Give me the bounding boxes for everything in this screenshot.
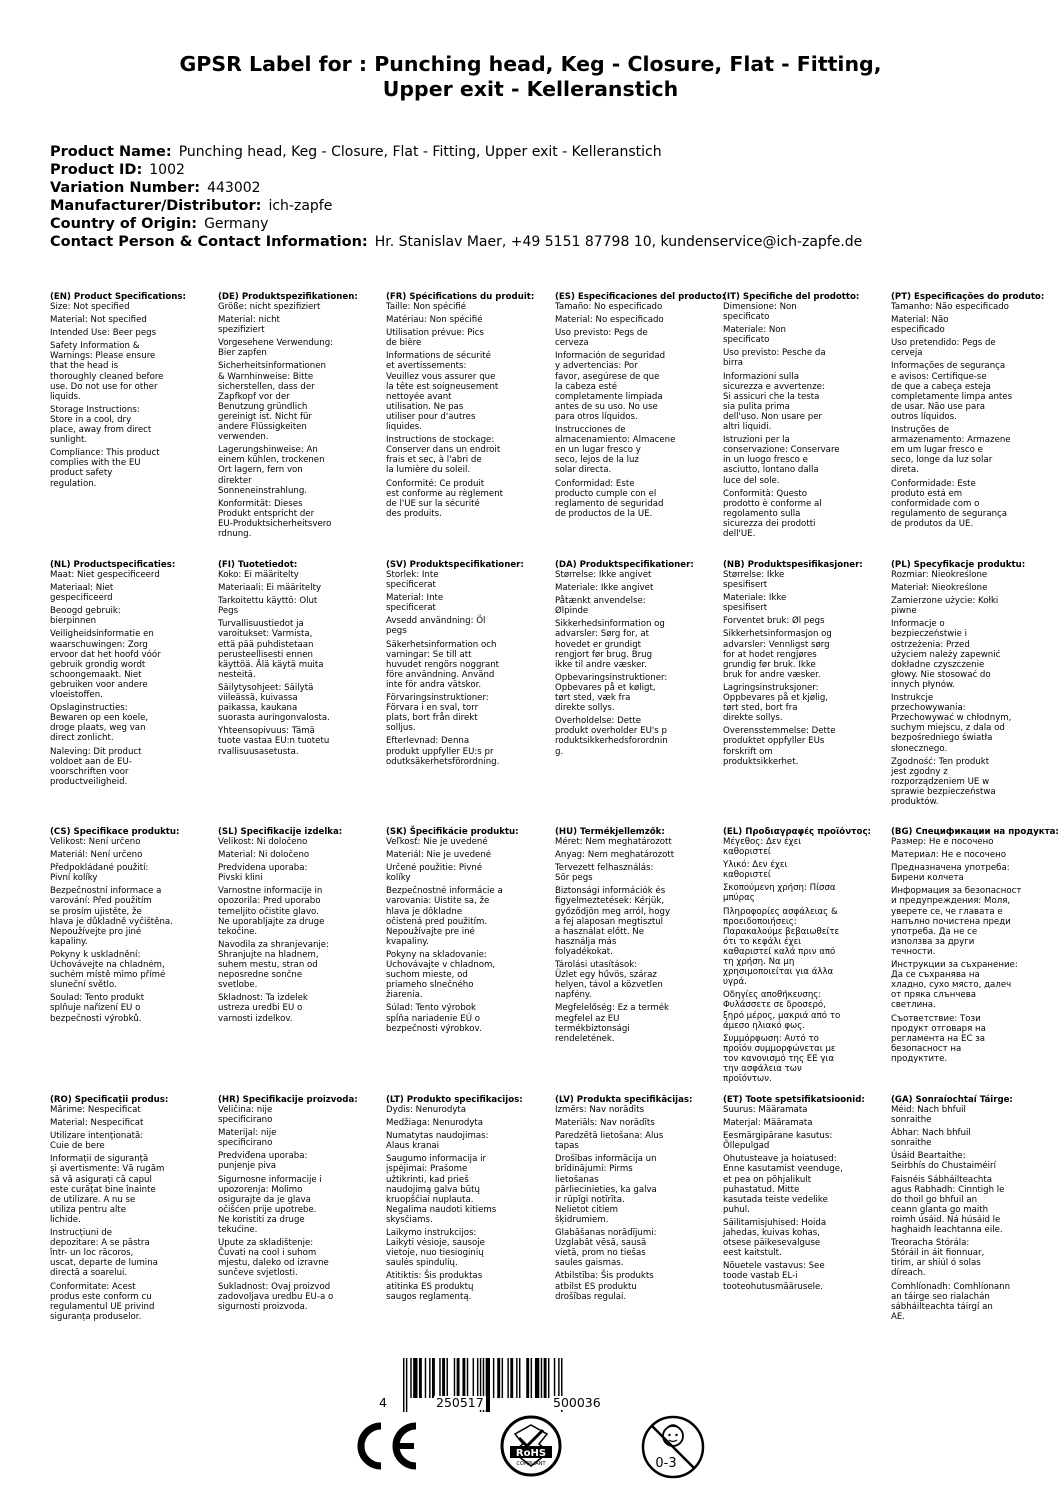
product-name-row <box>50 143 1010 161</box>
spec-section <box>555 292 726 522</box>
spec-line: Material: Ni določeno <box>218 850 310 861</box>
barcode-bar <box>406 1358 407 1412</box>
title-line-1: GPSR Label for : Punching head, Keg - Closure, Flat - Fitting, <box>179 52 882 76</box>
spec-section-title: (PL) Specyfikacje produktu: <box>891 560 1026 570</box>
title-line-2: Upper exit - Kelleranstich <box>382 77 679 101</box>
spec-line: Overholdelse: Dette produkt overholder EU's p roduktsikkerhedsforordnin g. <box>555 716 668 757</box>
contact-row <box>50 233 1010 251</box>
spec-line: Informații de siguranță și avertismente: Vă rugăm să vă asigurați că capul este curățat bine înainte de utilizare. A nu se utiliza pentru alte lichide. <box>50 1154 165 1225</box>
barcode-digit-first: 4 <box>379 1395 387 1410</box>
spec-line: Pokyny k uskladnění: Uchovávejte na chladném, suchém místě mimo přímé sluneční světlo. <box>50 949 166 991</box>
spec-section-title: (DE) Produktspezifikationen: <box>218 292 358 302</box>
spec-line: Informacje o bezpieczeństwie i ostrzeżenia: Przed użyciem należy zapewnić dokładne czyszczenie głowy. Nie stosować do innych płynów. <box>891 619 1001 690</box>
spec-line: Tervezett felhasználás: Sör pegs <box>555 863 654 884</box>
spec-section <box>891 827 1059 1067</box>
spec-line: Materiāls: Nav norādīts <box>555 1118 655 1129</box>
spec-line: Avsedd användning: Öl pegs <box>386 616 486 637</box>
spec-line: Materijal: nije specificirano <box>218 1128 277 1149</box>
spec-line: Yhteensopivuus: Tämä tuote vastaa EU:n tuotetu rvallisuusasetusta. <box>218 726 330 757</box>
spec-line: Saugumo informacija ir įspėjimai: Prašome užtikrinti, kad prieš naudojimą galva būtų kruopščiai nuplauta. Negalima naudoti kitiems skysčiams. <box>386 1154 497 1225</box>
spec-line: Instrucțiuni de depozitare: A se păstra într- un loc răcoros, uscat, departe de lumina directă a soarelui. <box>50 1228 158 1279</box>
spec-section <box>386 292 546 522</box>
barcode-bar <box>507 1358 508 1398</box>
spec-section-title: (SL) Specifikacije izdelka: <box>218 827 343 837</box>
spec-line: Größe: nicht spezifiziert <box>218 302 321 312</box>
spec-section-title: (RO) Specificații produs: <box>50 1095 169 1105</box>
spec-line: Materjal: Määramata <box>723 1118 813 1129</box>
barcode-bar <box>403 1358 404 1412</box>
barcode-bar <box>558 1358 559 1398</box>
spec-section-title: (GA) Sonraíochtaí Táirge: <box>891 1095 1013 1105</box>
spec-line: Beoogd gebruik: bierpinnen <box>50 606 121 627</box>
spec-line: Velikost: Není určeno <box>50 837 141 847</box>
barcode-bar <box>486 1358 490 1412</box>
spec-section-title: (ES) Especificaciones del producto: <box>555 292 726 302</box>
spec-line: Treoracha Stórála: Stóráil in áit fionnuar, tirim, ar shiúl ó solas díreach. <box>891 1238 985 1279</box>
spec-section-title: (EN) Product Specifications: <box>50 292 186 302</box>
spec-line: Υλικό: Δεν έχει καθοριστεί <box>723 860 788 881</box>
barcode-bar <box>442 1358 445 1398</box>
spec-line: Overensstemmelse: Dette produktet oppfyller EUs forskrift om produktsikkerhet. <box>723 726 836 767</box>
spec-line: Opslaginstructies: Bewaren op een koele, droge plaats, weg van direct zonlicht. <box>50 703 149 744</box>
spec-line: Skladnost: Ta izdelek ustreza uredbi EU o varnosti izdelkov. <box>218 993 308 1024</box>
spec-line: Størrelse: Ikke spesifisert <box>723 570 785 591</box>
spec-line: Matériau: Non spécifié <box>386 315 483 326</box>
spec-line: Veiligheidsinformatie en waarschuwingen: Zorg ervoor dat het hoofd vóór gebruik grondig wordt schoongemaakt. Niet gebruiken voor andere vloeistoffen. <box>50 629 161 701</box>
spec-line: Vorgesehene Verwendung: Bier zapfen <box>218 338 334 359</box>
spec-line: Medžiaga: Nenurodyta <box>386 1118 484 1129</box>
spec-line: Tamaño: No especificado <box>555 302 663 312</box>
spec-section-title: (NL) Productspecificaties: <box>50 560 176 570</box>
barcode-bar <box>493 1358 494 1398</box>
spec-line: Mărime: Nespecificat <box>50 1105 141 1115</box>
spec-section-title: (SK) Špecifikácie produktu: <box>386 827 519 837</box>
spec-section <box>555 1095 715 1305</box>
spec-line: Veličina: nije specificirano <box>218 1105 273 1126</box>
spec-line: Conformité: Ce produit est conforme au règlement de l'UE sur la sécurité des produits. <box>386 478 504 519</box>
spec-line: Dimensione: Non specificato <box>723 302 797 323</box>
spec-line: Conformidade: Este produto está em conformidade com o regulamento de segurança de produtos da UE. <box>891 478 1008 529</box>
spec-line: Sigurnosne informacije i upozorenja: Molimo osigurajte da je glava očišćen prije upotrebe. Ne koristiti za druge tekućine. <box>218 1174 322 1236</box>
barcode-bar <box>462 1358 465 1398</box>
spec-line: Material: Not specified <box>50 315 147 326</box>
barcode-bar <box>467 1358 468 1398</box>
spec-line: Laikymo instrukcijos: Laikyti vėsioje, sausoje vietoje, nuo tiesioginių saulės spindulių. <box>386 1228 485 1269</box>
age-warning-label: 0-3 <box>655 1456 677 1471</box>
spec-section <box>50 560 210 790</box>
spec-line: Материал: Не е посочено <box>891 850 1007 861</box>
spec-line: Størrelse: Ikke angivet <box>555 570 652 580</box>
spec-line: Intended Use: Beer pegs <box>50 328 157 339</box>
barcode-bar <box>519 1358 520 1398</box>
spec-line: Съответствие: Този продукт отговаря на регламента на ЕС за безопасност на продуктите. <box>891 1013 986 1064</box>
spec-line: Rozmiar: Nieokreślone <box>891 570 988 580</box>
spec-line: Sikkerhetsinformasjon og advarsler: Vennligst sørg for at hodet rengjøres grundig før bruk. Ikke bruk for andre væsker. <box>723 629 832 680</box>
spec-line: Tárolási utasítások: Üzlet egy hűvös, száraz helyen, távol a közvetlen napfény. <box>555 960 663 1001</box>
spec-line: Efterlevnad: Denna produkt uppfyller EU:s pr odutksäkerhetsförordning. <box>386 736 500 767</box>
spec-line: Πληροφορίες ασφάλειας & προειδοποιήσεις: Παρακαλούμε βεβαιωθείτε ότι το κεφάλι έχει καθαριστεί καλά πριν από τη χρήση. Να μη χρησιμοποιείται για άλλα υγρά. <box>723 906 840 988</box>
info-label: Country of Origin: <box>50 216 198 232</box>
spec-section <box>555 560 715 760</box>
spec-line: Materiale: Non specificato <box>723 325 786 346</box>
spec-line: Anyag: Nem meghatározott <box>555 850 675 861</box>
barcode-bar <box>554 1358 555 1398</box>
spec-line: Οδηγίες αποθήκευσης: Φυλάσσετε σε δροσερό, ξηρό μέρος, μακριά από το άμεσο ηλιακό φως. <box>723 990 841 1031</box>
barcode-bar <box>502 1358 503 1398</box>
spec-line: Nõuetele vastavus: See toode vastab EL-i tooteohutusmäärusele. <box>723 1261 825 1292</box>
spec-line: Инструкции за съхранение: Да се съхранява на хладно, сухо място, далеч от пряка слънчева светлина. <box>891 960 1018 1011</box>
spec-section <box>50 1095 210 1325</box>
spec-section-title: (BG) Спецификации на продукта: <box>891 827 1059 837</box>
info-label: Manufacturer/Distributor: <box>50 198 262 214</box>
barcode-bar <box>439 1358 440 1398</box>
spec-line: Sukladnost: Ovaj proizvod zadovoljava uredbu EU-a o sigurnosti proizvoda. <box>218 1281 334 1312</box>
spec-line: Materiale: Ikke spesifisert <box>723 593 787 614</box>
spec-line: Σκοπούμενη χρήση: Πίσσα μπύρας <box>723 883 836 904</box>
spec-line: Size: Not specified <box>50 302 130 312</box>
spec-line: Material: Não especificado <box>891 315 949 336</box>
barcode-bar <box>516 1358 517 1398</box>
spec-line: Ohutusteave ja hoiatused: Enne kasutamist veenduge, et pea on põhjalikult puhastatud. Mitte kasutada teiste vedelike puhul. <box>723 1154 843 1215</box>
spec-section-title: (LV) Produkta specifikācijas: <box>555 1095 693 1105</box>
spec-line: Sicherheitsinformationen & Warnhinweise: Bitte sicherstellen, dass der Zapfkopf vor der Benutzung gründlich gereinigt ist. Nicht für andere Flüssigkeiten verwenden. <box>218 361 326 443</box>
spec-section <box>50 292 210 492</box>
spec-line: Súlad: Tento výrobok spĺňa nariadenie EÚ o bezpečnosti výrobkov. <box>386 1003 482 1034</box>
ce-mark-text: CE <box>350 1418 352 1419</box>
spec-line: Předpokládané použití: Pivní kolíky <box>50 863 149 884</box>
spec-section <box>386 560 546 770</box>
spec-line: Taille: Non spécifié <box>386 302 467 312</box>
spec-line: Materiał: Nieokreślone <box>891 583 988 594</box>
spec-line: Méid: Nach bhfuil sonraithe <box>891 1105 966 1126</box>
spec-section <box>891 1095 1051 1325</box>
barcode-bar <box>473 1358 474 1398</box>
spec-section <box>891 560 1051 810</box>
spec-line: Bezpečnostní informace a varování: Před použitím se prosím ujistěte, že hlava je důkladně vyčištěna. Nepoužívejte pro jiné kapaliny. <box>50 886 173 947</box>
spec-line: Zamierzone użycie: Kołki piwne <box>891 596 999 617</box>
spec-line: Eesmärgipärane kasutus: Õllepulgad <box>723 1131 833 1152</box>
spec-line: Compliance: This product complies with the EU product safety regulation. <box>50 448 160 489</box>
spec-line: Utilizare intenționată: Cuie de bere <box>50 1131 144 1152</box>
spec-line: Sikkerhedsinformation og advarsler: Sørg for, at hovedet er grundigt rengjort før brug. Brug ikke til andre væsker. <box>555 619 665 670</box>
spec-section-title: (FR) Spécifications du produit: <box>386 292 535 302</box>
spec-line: Storage Instructions: Store in a cool, dry place, away from direct sunlight. <box>50 404 152 446</box>
spec-line: Material: Inte specificerat <box>386 593 444 614</box>
spec-line: Turvallisuustiedot ja varoitukset: Varmista, että pää puhdistetaan perusteellisesti ennen käyttöä. Älä käytä muita nesteitä. <box>218 619 324 680</box>
spec-section <box>218 827 378 1027</box>
spec-section-title: (NB) Produktspesifikasjoner: <box>723 560 863 570</box>
spec-line: Material: Nespecificat <box>50 1118 144 1129</box>
barcode-bar <box>447 1358 448 1398</box>
manufacturer-row <box>50 197 1010 215</box>
spec-line: Megfelelőség: Ez a termék megfelel az EU termékbiztonsági rendeletének. <box>555 1003 669 1044</box>
spec-line: Faisnéis Sábháilteachta agus Rabhadh: Cinntigh le do thoil go bhfuil an ceann glanta go maith roimh úsáid. Ná húsáid le haghaidh leachtanna eile. <box>891 1174 1005 1236</box>
barcode-bar <box>425 1358 426 1398</box>
spec-line: Säilitamisjuhised: Hoida jahedas, kuivas kohas, otsese päikesevalguse eest kaitstult. <box>723 1217 827 1259</box>
spec-line: Material: nicht spezifiziert <box>218 315 280 336</box>
spec-section <box>723 827 883 1087</box>
barcode-bar <box>548 1358 549 1398</box>
spec-line: Uso pretendido: Pegs de cerveja <box>891 338 996 359</box>
spec-line: Utilisation prévue: Pics de bière <box>386 328 484 349</box>
spec-line: Velikost: Ni določeno <box>218 837 308 847</box>
spec-section <box>218 292 378 542</box>
info-label: Product Name: <box>50 144 172 160</box>
spec-line: Συμμόρφωση: Αυτό το προϊόν συμμορφώνεται με τον κανονισμό της ΕΕ για την ασφάλεια των προϊόντων. <box>723 1033 836 1085</box>
spec-line: Påtænkt anvendelse: Ølpinde <box>555 596 646 617</box>
spec-section <box>891 292 1051 532</box>
rohs-label: RoHS <box>515 1448 547 1459</box>
spec-line: Numatytas naudojimas: Alaus kranai <box>386 1131 489 1152</box>
spec-line: Material: No especificado <box>555 315 664 326</box>
barcode-digits-right: 500036 <box>553 1395 601 1410</box>
spec-line: Instrukcje przechowywania: Przechowywać w chłodnym, suchym miejscu, z dala od bezpośredniego światła słonecznego. <box>891 693 1012 754</box>
info-value: Germany <box>204 216 269 232</box>
spec-line: Μέγεθος: Δεν έχει καθοριστεί <box>723 837 802 858</box>
barcode-bar <box>497 1358 500 1398</box>
spec-line: Opbevaringsinstruktioner: Opbevares på et køligt, tørt sted, væk fra direkte sollys. <box>555 672 668 714</box>
spec-line: Glabāšanas norādījumi: Uzglabāt vēsā, sausā vietā, prom no tiešas saules gaismas. <box>555 1228 657 1269</box>
document-title <box>60 52 1001 102</box>
spec-line: Bezpečnostné informácie a varovania: Uistite sa, že hlava je dôkladne očistená pred použitím. Nepoužívajte pre iné kvapaliny. <box>386 886 503 947</box>
spec-line: Soulad: Tento produkt splňuje nařízení EU o bezpečnosti výrobků. <box>50 993 145 1024</box>
spec-section <box>723 1095 883 1295</box>
spec-line: Veľkosť: Nie je uvedené <box>386 837 488 847</box>
barcode-bar <box>432 1358 435 1398</box>
spec-line: Zgodność: Ten produkt jest zgodny z rozporządzeniem UE w sprawie bezpieczeństwa produktów. <box>891 756 996 807</box>
spec-line: Určené použitie: Pivné kolíky <box>386 863 483 884</box>
barcode-digits-left: 250517 <box>436 1395 484 1410</box>
spec-section <box>50 827 210 1027</box>
spec-line: Lagerungshinweise: An einem kühlen, trockenen Ort lagern, fern von direkter Sonneneinstrahlung. <box>218 445 325 496</box>
spec-line: Размер: Не е посочено <box>891 837 994 847</box>
age-warning-icon <box>640 1414 706 1480</box>
info-value: Hr. Stanislav Maer, +49 5151 87798 10, kundenservice@ich-zapfe.de <box>374 234 863 250</box>
info-label: Product ID: <box>50 162 143 178</box>
spec-line: Suurus: Määramata <box>723 1105 808 1115</box>
spec-section <box>218 560 378 760</box>
barcode-bar <box>457 1358 460 1398</box>
spec-line: Maat: Niet gespecificeerd <box>50 570 160 580</box>
spec-line: Navodila za shranjevanje: Shranjujte na hladnem, suhem mestu, stran od neposredne sončne svetlobe. <box>218 939 329 991</box>
spec-line: Informations de sécurité et avertissements: Veuillez vous assurer que la tête est soigneusement nettoyée avant utilisation. Ne pas utiliser pour d'autres liquides. <box>386 351 499 433</box>
barcode-bar <box>535 1358 539 1398</box>
spec-line: Uso previsto: Pegs de cerveza <box>555 328 648 349</box>
info-value: ich-zapfe <box>268 198 333 214</box>
spec-line: Conformidad: Este producto cumple con el reglamento de seguridad de productos de la UE. <box>555 478 664 519</box>
spec-line: Dydis: Nenurodyta <box>386 1105 467 1115</box>
barcode-bar <box>429 1358 430 1398</box>
spec-section-title: (CS) Specifikace produktu: <box>50 827 180 837</box>
barcode-bar <box>477 1358 478 1398</box>
spec-line: Úsáid Beartaithe: Seirbhís do Chustaiméirí <box>891 1151 996 1172</box>
spec-line: Tarkoitettu käyttö: Olut Pegs <box>218 596 318 617</box>
spec-section-title: (IT) Specifiche del prodotto: <box>723 292 860 302</box>
spec-line: Förvaringsinstruktioner: Förvara i en sval, torr plats, bort från direkt solljus. <box>386 693 489 734</box>
spec-line: Materiaal: Niet gespecificeerd <box>50 583 114 604</box>
spec-line: Istruzioni per la conservazione: Conservare in un luogo fresco e asciutto, lontano dalla luce del sole. <box>723 435 840 486</box>
product-info <box>50 143 1010 251</box>
info-value: Punching head, Keg - Closure, Flat - Fitting, Upper exit - Kelleranstich <box>178 144 662 160</box>
spec-section-title: (EL) Προδιαγραφές προϊόντος: <box>723 827 871 837</box>
spec-line: Izmērs: Nav norādīts <box>555 1105 645 1115</box>
spec-line: Biztonsági információk és figyelmeztetések: Kérjük, győződjön meg arról, hogy a fej alaposan megtisztul a használat előtt. Ne használja más folyadékokat. <box>555 886 671 957</box>
spec-line: Storlek: Inte specificerat <box>386 570 439 591</box>
spec-line: Predvidena uporaba: Pivski klini <box>218 863 308 884</box>
rohs-compliant-icon <box>499 1414 563 1478</box>
spec-line: Materiál: Není určeno <box>50 850 143 861</box>
spec-section-title: (DA) Produktspecifikationer: <box>555 560 694 570</box>
spec-line: Paredzētā lietošana: Alus tapas <box>555 1131 664 1152</box>
info-label: Contact Person & Contact Information: <box>50 234 368 250</box>
spec-line: Conformità: Questo prodotto è conforme al regolamento sulla sicurezza dei prodotti dell'UE. <box>723 488 822 539</box>
spec-line: Información de seguridad y advertencias: Por favor, asegúrese de que la cabeza esté completamente limpiada antes de su uso. No use para otros líquidos. <box>555 351 666 422</box>
spec-line: Pokyny na skladovanie: Uchovávajte v chladnom, suchom mieste, od priameho slnečného žiarenia. <box>386 949 496 1001</box>
spec-line: Säkerhetsinformation och varningar: Se till att huvudet rengörs noggrant före användning. Använd inte för andra vätskor. <box>386 639 500 690</box>
spec-section-title: (PT) Especificações do produto: <box>891 292 1045 302</box>
country-of-origin-row <box>50 215 1010 233</box>
spec-line: Instructions de stockage: Conserver dans un endroit frais et sec, à l'abri de la lumière du soleil. <box>386 435 501 476</box>
spec-line: Safety Information & Warnings: Please ensure that the head is thoroughly cleaned before use. Do not use for other liquids. <box>50 341 164 402</box>
barcode-bar <box>531 1358 532 1398</box>
ce-mark-icon <box>350 1418 424 1474</box>
spec-line: Materiale: Ikke angivet <box>555 583 654 594</box>
spec-line: Koko: Ei määritelty <box>218 570 299 580</box>
spec-section-title: (SV) Produktspecifikationer: <box>386 560 524 570</box>
spec-line: Naleving: Dit product voldoet aan de EU- voorschriften voor productveiligheid. <box>50 746 142 787</box>
info-value: 443002 <box>207 180 261 196</box>
spec-section <box>723 292 883 542</box>
product-id-row <box>50 161 1010 179</box>
spec-line: Atbilstība: Šis produkts atbilst ES produktu drošības regulai. <box>555 1271 654 1302</box>
spec-line: Upute za skladištenje: Čuvati na cool i suhom mjestu, daleko od izravne sunčeve svjetlosti. <box>218 1238 329 1279</box>
spec-line: Informazioni sulla sicurezza e avvertenze: Si assicuri che la testa sia pulita prima dell'uso. Non usare per altri liquidi. <box>723 371 825 433</box>
spec-section-title: (FI) Tuotetiedot: <box>218 560 298 570</box>
spec-line: Konformität: Dieses Produkt entspricht der EU-Produktsicherheitsvero rdnung. <box>218 498 332 539</box>
spec-section <box>218 1095 378 1315</box>
barcode-bar <box>410 1358 411 1398</box>
spec-line: Drošības informācija un brīdinājumi: Pirms lietošanas pārliecinieties, ka galva ir rūpīgi notīrīta. Nelietot citiem šķidrumiem. <box>555 1154 657 1225</box>
barcode-bar <box>454 1358 455 1398</box>
spec-section-title: (ET) Toote spetsifikatsioonid: <box>723 1095 865 1105</box>
spec-line: Materiaali: Ei määritelty <box>218 583 322 594</box>
barcode-bar <box>413 1358 417 1398</box>
spec-line: Uso previsto: Pesche da birra <box>723 348 826 369</box>
spec-line: Predviđena uporaba: punjenje piva <box>218 1151 308 1172</box>
barcode-bar <box>419 1358 422 1398</box>
spec-line: Instruções de armazenamento: Armazene em um lugar fresco e seco, longe da luz solar direta. <box>891 425 1011 476</box>
spec-line: Säilytysohjeet: Säilytä viileässä, kuivassa paikassa, kaukana suorasta auringonvalosta. <box>218 682 330 724</box>
spec-line: Méret: Nem meghatározott <box>555 837 672 847</box>
spec-section-title: (HR) Specifikacije proizvoda: <box>218 1095 358 1105</box>
info-value: 1002 <box>149 162 185 178</box>
spec-line: Conformitate: Acest produs este conform cu regulamentul UE privind siguranța produselor. <box>50 1281 155 1322</box>
spec-line: Materiál: Nie je uvedené <box>386 850 492 861</box>
spec-line: Предназначена употреба: Бирени колчета <box>891 863 1010 884</box>
spec-line: Informações de segurança e avisos: Certifique-se de que a cabeça esteja completamente limpa antes de usar. Não use para outros líquidos. <box>891 361 1013 422</box>
spec-line: Tamanho: Não especificado <box>891 302 1009 312</box>
spec-section <box>386 827 546 1037</box>
barcode-bar <box>541 1358 542 1398</box>
spec-line: Lagringsinstruksjoner: Oppbevares på et kjølig, tørt sted, bort fra direkte sollys. <box>723 682 829 724</box>
spec-line: Forventet bruk: Øl pegs <box>723 616 825 627</box>
barcode-bar <box>510 1358 513 1398</box>
spec-section <box>386 1095 546 1305</box>
variation-number-row <box>50 179 1010 197</box>
spec-line: Instrucciones de almacenamiento: Almacene en un lugar fresco y seco, lejos de la luz solar directa. <box>555 425 676 476</box>
spec-line: Varnostne informacije in opozorila: Pred uporabo temeljito očistite glavo. Ne uporabljajte za druge tekočine. <box>218 886 325 937</box>
spec-section <box>555 827 715 1047</box>
barcode-bar <box>544 1358 547 1398</box>
rohs-sublabel: COMPLIANT <box>516 1461 546 1467</box>
spec-section-title: (LT) Produkto specifikacijos: <box>386 1095 523 1105</box>
spec-section <box>723 560 883 770</box>
info-label: Variation Number: <box>50 180 201 196</box>
barcode-bar <box>526 1358 529 1398</box>
spec-line: Atitiktis: Šis produktas atitinka ES produktų saugos reglamentą. <box>386 1271 483 1302</box>
spec-line: Информация за безопасност и предупреждения: Моля, уверете се, че главата е напълно почистена преди употреба. Да не се използва за други течности. <box>891 886 1022 957</box>
spec-line: Ábhar: Nach bhfuil sonraithe <box>891 1128 971 1149</box>
spec-line: Comhlíonadh: Comhlíonann an táirge seo rialachán sábháilteachta táirgí an AE. <box>891 1281 1011 1322</box>
spec-section-title: (HU) Termékjellemzők: <box>555 827 665 837</box>
